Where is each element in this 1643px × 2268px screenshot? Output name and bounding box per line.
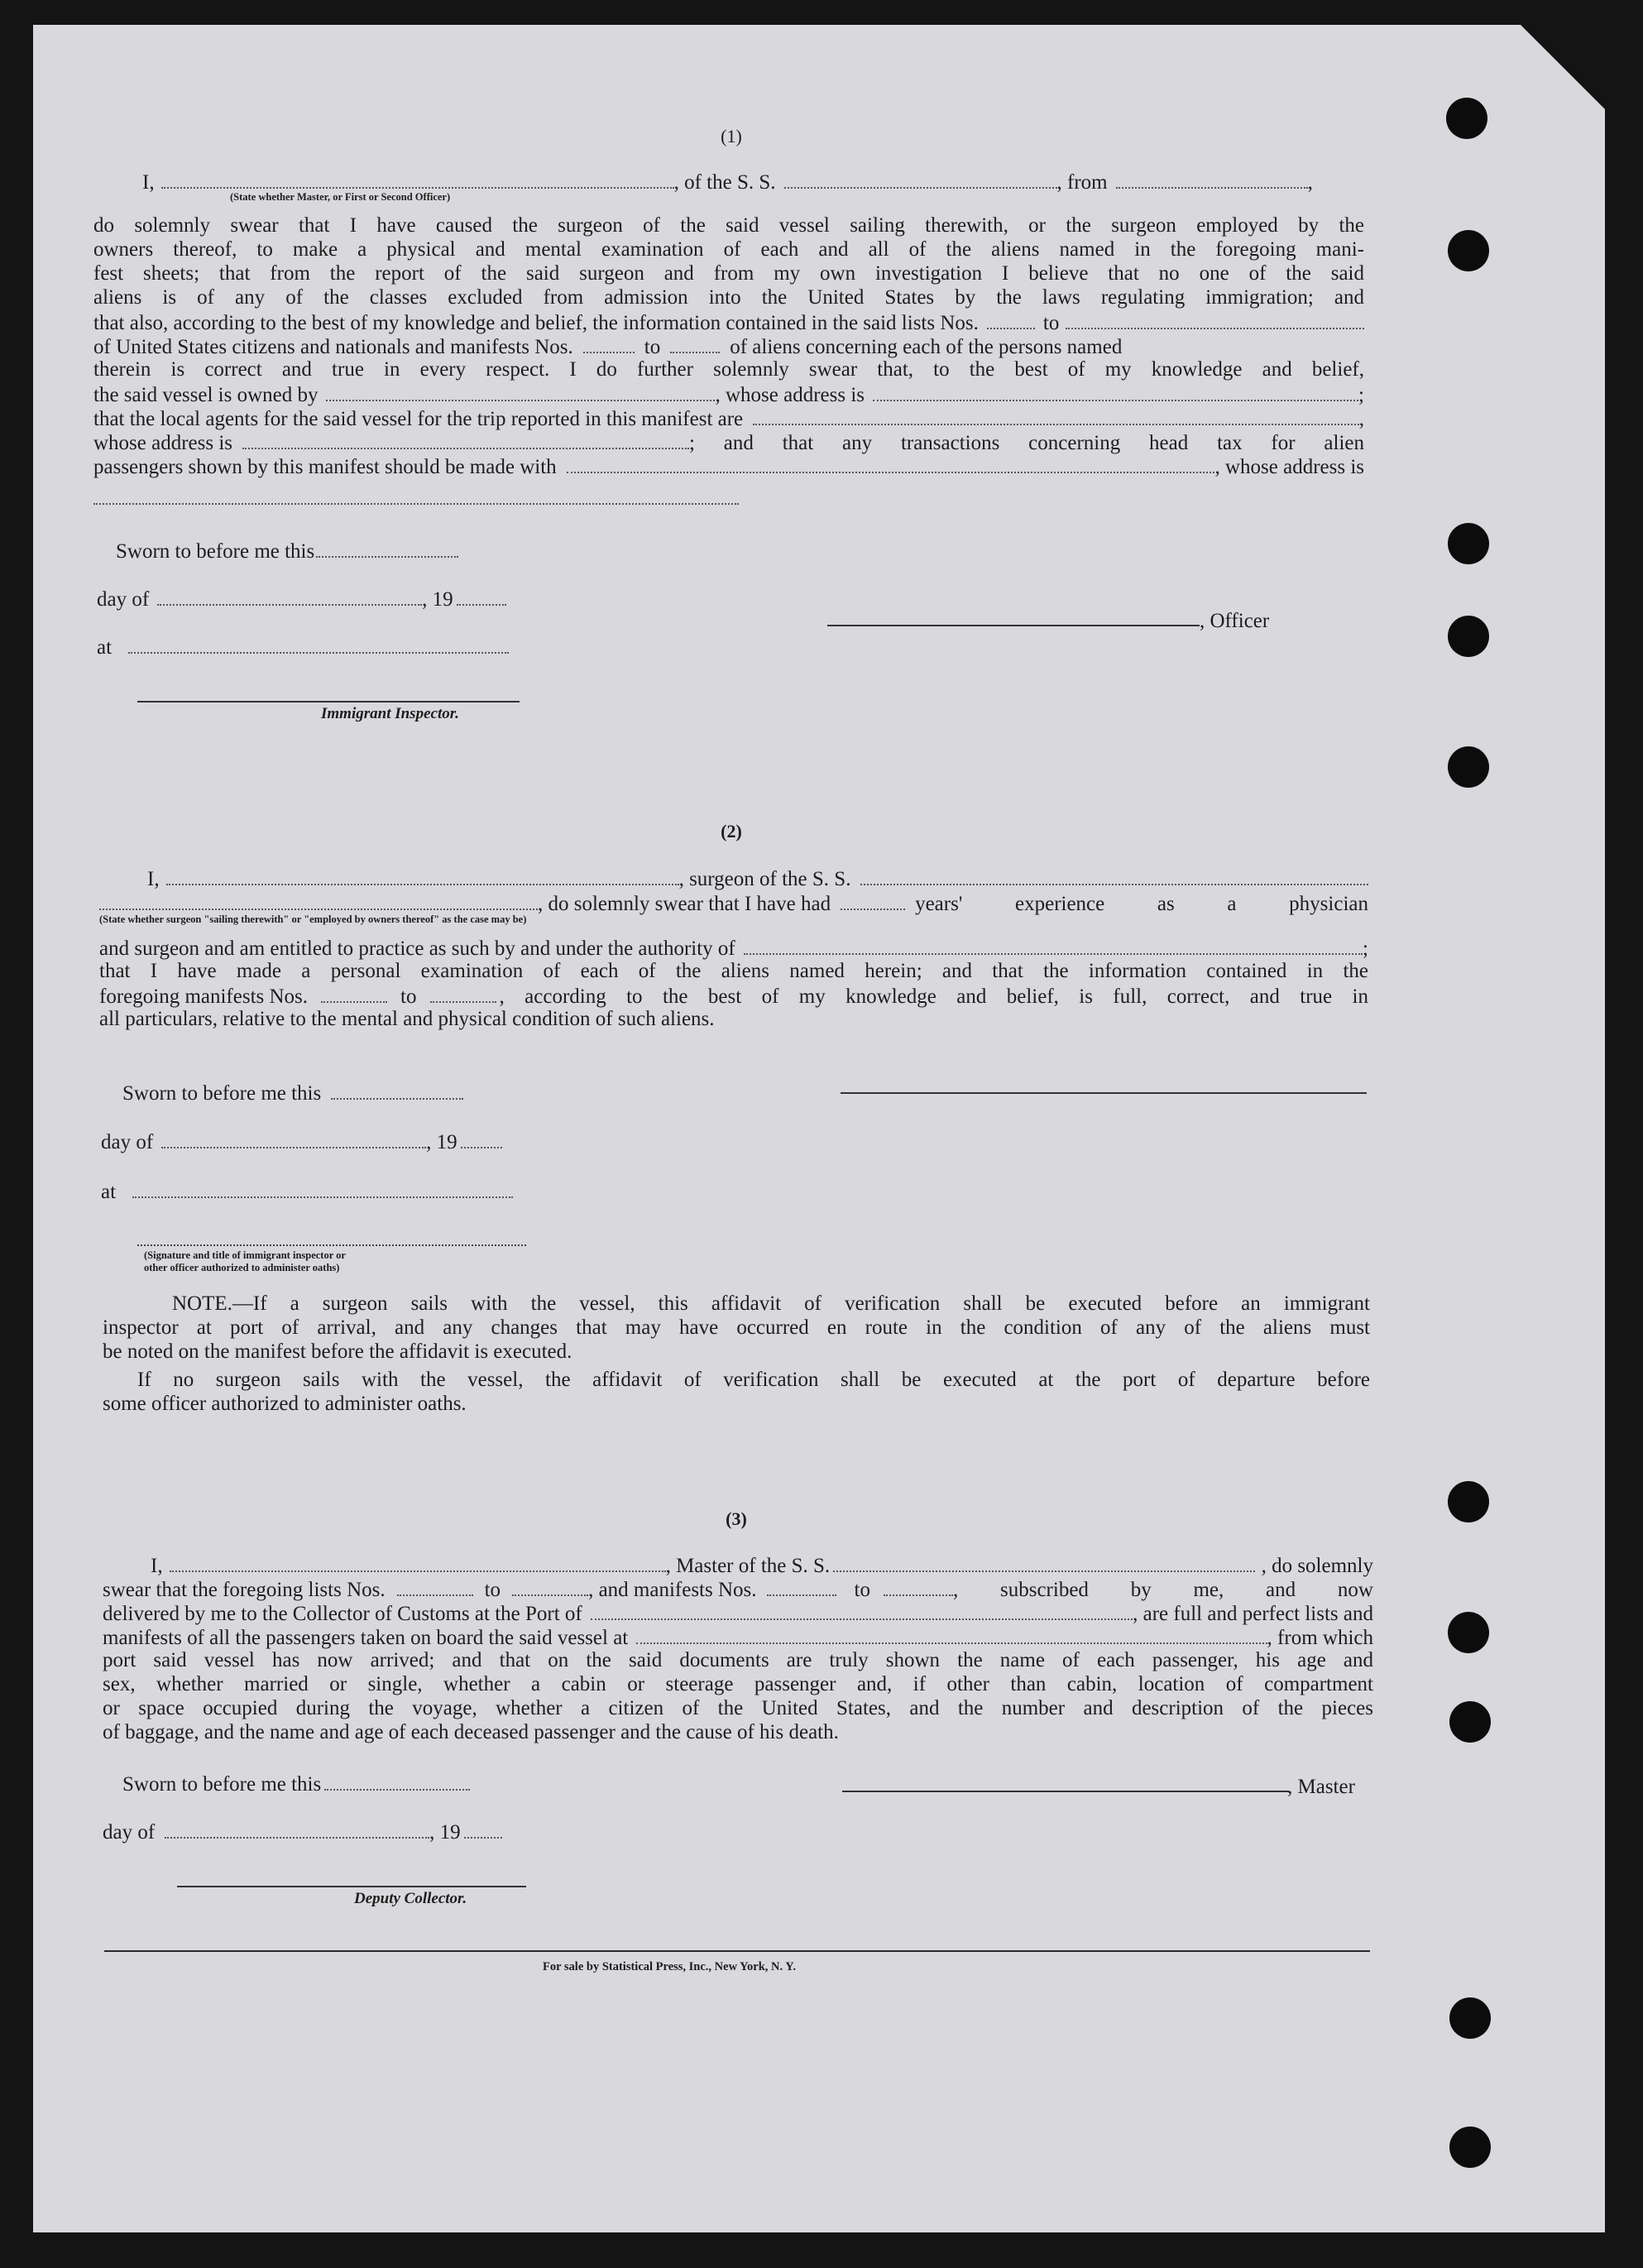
oath-line: aliens is of any of the classes excluded from admission into the United States by the laws regulating immigration; and — [93, 286, 1364, 309]
binder-hole — [1448, 616, 1489, 657]
officer-label: , Officer — [1200, 610, 1270, 632]
agents-line: that the local agents for the said vessel for the trip reported in this manifest are , — [93, 405, 1364, 432]
master-oath-line: I, , of the S. S. , from , — [142, 169, 1364, 195]
agents-address-line: whose address is ; and that any transactions concerning head tax for alien — [93, 429, 1364, 456]
officer-rank-note: (State whether Master, or First or Second Officer) — [230, 191, 451, 203]
sworn-line: Sworn to before me this — [122, 1771, 470, 1797]
collector-line: delivered by me to the Collector of Customs at the Port of , are full and perfect lists and — [103, 1600, 1373, 1627]
year-field[interactable] — [464, 1819, 502, 1839]
binder-hole — [1448, 746, 1489, 788]
lists-line: swear that the foregoing lists Nos. to , and manifests Nos. to , subscribed by me, and now — [103, 1576, 1373, 1603]
from-port-field[interactable] — [1116, 169, 1308, 189]
inspector-caption: Immigrant Inspector. — [321, 705, 459, 722]
day-of-line: day of , 19 — [103, 1819, 502, 1845]
administer-signature-line[interactable] — [137, 1244, 526, 1246]
agents-address-field[interactable] — [242, 429, 689, 449]
at-place-field[interactable] — [132, 1178, 513, 1198]
month-field[interactable] — [161, 1129, 426, 1148]
at-line: at — [101, 1178, 513, 1205]
surgeon-vessel-field[interactable] — [860, 865, 1368, 885]
section-1-heading: (1) — [721, 126, 742, 146]
experience-line: , do solemnly swear that I have had years' experience as a physician — [99, 890, 1368, 917]
month-field[interactable] — [165, 1819, 429, 1839]
lists-from-field[interactable] — [987, 309, 1035, 329]
day-of-line: day of , 19 — [101, 1129, 502, 1155]
local-agents-field[interactable] — [753, 405, 1359, 425]
oath-line: do solemnly swear that I have caused the surgeon of the said vessel sailing therewith, or the surgeon employed by the — [93, 214, 1364, 237]
surgeon-line: I, , surgeon of the S. S. — [147, 865, 1368, 892]
sworn-line: Sworn to before me this — [122, 1080, 463, 1106]
authority-field[interactable] — [744, 935, 1363, 955]
head-tax-address-field[interactable] — [93, 485, 739, 505]
binder-hole — [1448, 523, 1489, 564]
lists-to-field[interactable] — [1066, 309, 1364, 329]
binder-hole — [1449, 1997, 1491, 2039]
embarkation-port-field[interactable] — [636, 1624, 1267, 1644]
vessel-name-field[interactable] — [784, 169, 1057, 189]
note-line: NOTE.—If a surgeon sails with the vessel, this affidavit of verification shall be executed before an immigrant — [172, 1292, 1370, 1315]
note-line: be noted on the manifest before the affidavit is executed. — [103, 1340, 572, 1363]
deputy-caption: Deputy Collector. — [354, 1890, 467, 1907]
port-field[interactable] — [591, 1600, 1133, 1620]
signature-caption: other officer authorized to administer oaths) — [144, 1262, 340, 1273]
surgeon-manifests-to-field[interactable] — [430, 983, 496, 1003]
master-oath-line: sex, whether married or single, whether a cabin or steerage passenger and, if other than cabin, location of compartment — [103, 1673, 1373, 1695]
printer-imprint: For sale by Statistical Press, Inc., New York, N. Y. — [543, 1960, 796, 1973]
master-oath-line: or space occupied during the voyage, whether a citizen of the United States, and the number and description of the pieces — [103, 1697, 1373, 1719]
oath-line: owners thereof, to make a physical and mental examination of each and all of the aliens named in the foregoing mani- — [93, 238, 1364, 261]
master-label: , Master — [1287, 1776, 1355, 1798]
head-tax-agent-field[interactable] — [567, 453, 1215, 473]
owner-field[interactable] — [326, 381, 715, 401]
surgeon-oath-line: all particulars, relative to the mental and physical condition of such aliens. — [99, 1008, 715, 1030]
oath-line: therein is correct and true in every respect. I do further solemnly swear that, to the best of my knowledge and belief, — [93, 358, 1364, 381]
signature-caption: (Signature and title of immigrant inspector or — [144, 1249, 346, 1261]
surgeon-status-field[interactable] — [99, 890, 538, 910]
section-3-heading: (3) — [726, 1508, 747, 1529]
sworn-day-field[interactable] — [324, 1771, 470, 1791]
section-2-heading: (2) — [721, 821, 742, 842]
owner-address-field[interactable] — [873, 381, 1358, 401]
binder-hole — [1449, 2127, 1491, 2168]
master-line: I, , Master of the S. S. , do solemnly — [151, 1552, 1373, 1579]
surgeon-signature-line[interactable] — [841, 1092, 1367, 1094]
master-signature-line[interactable] — [842, 1791, 1289, 1792]
master-oath-line: of baggage, and the name and age of each deceased passenger and the cause of his death. — [103, 1721, 839, 1743]
month-field[interactable] — [157, 586, 422, 606]
sworn-line: Sworn to before me this — [116, 538, 458, 564]
surgeon-manifests-from-field[interactable] — [321, 983, 387, 1003]
lists-line: that also, according to the best of my knowledge and belief, the information contained in the said lists Nos. to — [93, 309, 1364, 336]
footer-rule — [104, 1950, 1370, 1952]
officer-name-field[interactable] — [161, 169, 674, 189]
binder-hole — [1448, 1612, 1489, 1653]
at-place-field[interactable] — [128, 634, 509, 654]
day-of-line: day of , 19 — [97, 586, 506, 612]
authority-line: and surgeon and am entitled to practice as such by and under the authority of ; — [99, 935, 1368, 961]
master-vessel-field[interactable] — [833, 1552, 1254, 1572]
lists-from-field[interactable] — [397, 1576, 473, 1596]
surgeon-oath-line: that I have made a personal examination of each of the aliens named herein; and that the information contained in the — [99, 960, 1368, 982]
at-line: at — [97, 634, 509, 660]
master-name-field[interactable] — [170, 1552, 666, 1572]
binder-hole — [1448, 1481, 1489, 1522]
year-field[interactable] — [461, 1129, 502, 1148]
surgeon-manifests-line: foregoing manifests Nos. to , according to the best of my knowledge and belief, is full, correct, and true in — [99, 983, 1368, 1009]
page-corner-fold — [1521, 25, 1612, 116]
surgeon-name-field[interactable] — [166, 865, 679, 885]
officer-signature-line[interactable] — [827, 625, 1200, 626]
binder-hole — [1448, 230, 1489, 271]
manifests-to-field[interactable] — [670, 333, 720, 353]
manifests-from-field[interactable] — [583, 333, 635, 353]
manifests-from-field[interactable] — [767, 1576, 836, 1596]
sworn-day-field[interactable] — [316, 538, 458, 558]
sworn-day-field[interactable] — [331, 1080, 463, 1100]
owner-line: the said vessel is owned by , whose address is ; — [93, 381, 1364, 408]
oath-line: fest sheets; that from the report of the said surgeon and from my own investigation I believe that no one of the said — [93, 262, 1364, 285]
binder-hole — [1449, 1701, 1491, 1743]
embarkation-line: manifests of all the passengers taken on board the said vessel at , from which — [103, 1624, 1373, 1651]
head-tax-line: passengers shown by this manifest should be made with , whose address is — [93, 453, 1364, 480]
note-line: some officer authorized to administer oaths. — [103, 1393, 467, 1415]
master-oath-line: port said vessel has now arrived; and that on the said documents are truly shown the name of each passenger, his age and — [103, 1649, 1373, 1671]
year-field[interactable] — [457, 586, 506, 606]
deputy-signature-line[interactable] — [177, 1886, 526, 1887]
binder-hole — [1446, 98, 1487, 139]
note-line: If no surgeon sails with the vessel, the affidavit of verification shall be executed at the port of departure before — [137, 1369, 1370, 1391]
manifests-to-field[interactable] — [884, 1576, 953, 1596]
surgeon-status-note: (State whether surgeon "sailing therewith" or "employed by owners thereof" as the case may be) — [99, 913, 527, 925]
note-line: inspector at port of arrival, and any changes that may have occurred en route in the condition of any of the aliens must — [103, 1316, 1370, 1339]
lists-to-field[interactable] — [512, 1576, 588, 1596]
inspector-signature-line[interactable] — [137, 701, 520, 702]
years-experience-field[interactable] — [841, 890, 905, 910]
manifests-line: of United States citizens and nationals and manifests Nos. to of aliens concerning each of the persons named — [93, 333, 1364, 360]
